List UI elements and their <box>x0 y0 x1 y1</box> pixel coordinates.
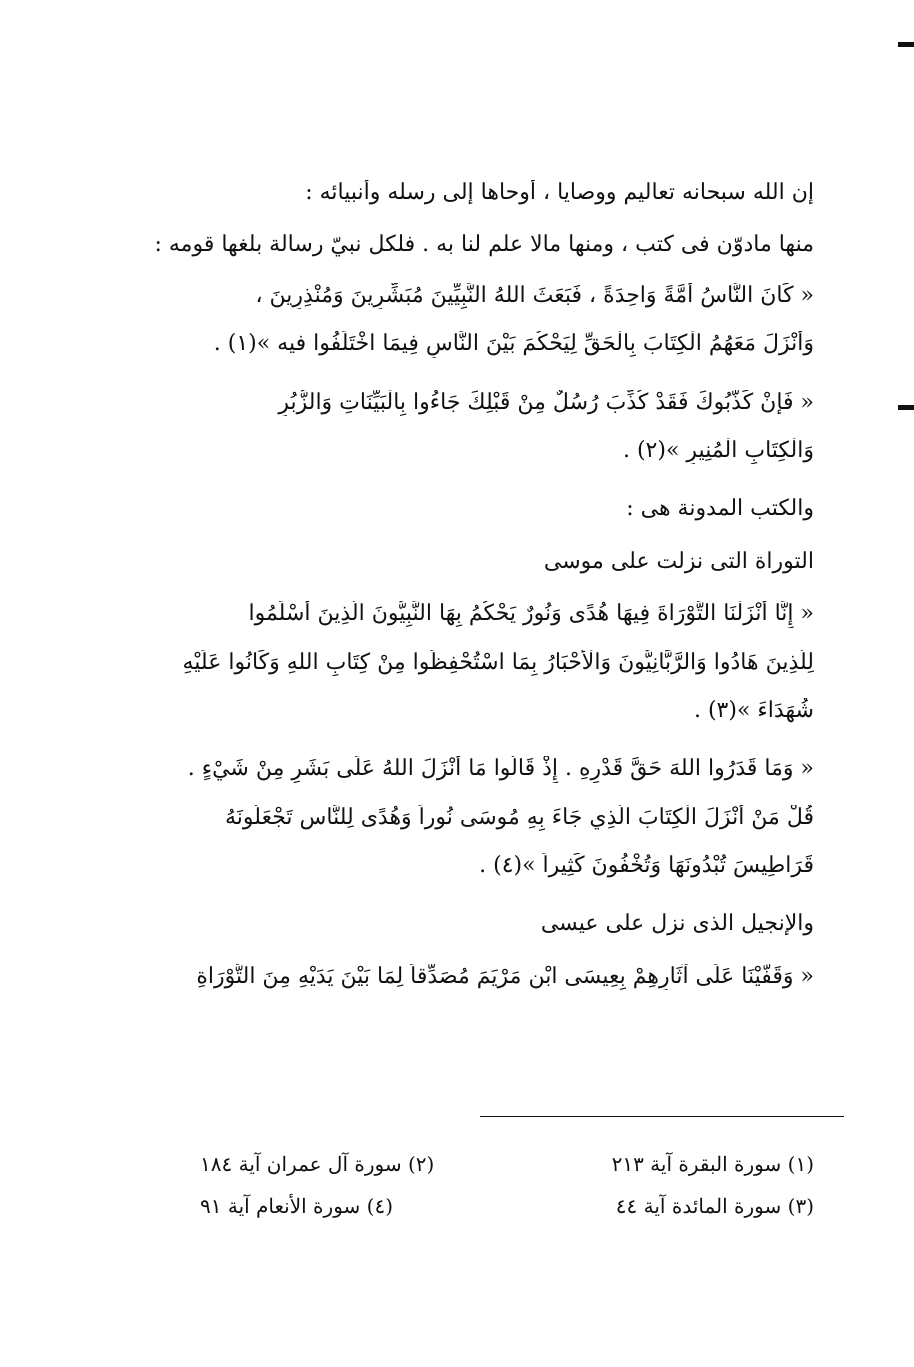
footnote-2: (٢) سورة آل عمران آية ١٨٤ <box>200 1152 435 1176</box>
verse-3-line-2: لِلَّذِينَ هَادُوا وَالرَّبَّانِيُّونَ وَالْأَحْبَارُ بِمَا اسْتُحْفِظُوا مِنْ كِتَابِ اللهِ وَكَانُوا عَلَيْهِ <box>182 649 814 675</box>
main-text <box>150 180 814 1012</box>
verse-1 <box>150 283 814 358</box>
paragraph-1: منها مادوّن فى كتب ، ومنها مالا علم لنا به . فلكل نبيّ رسالة بلغها قومه : <box>154 232 814 258</box>
verse-4 <box>150 756 814 879</box>
verse-3-line-1: « إِنَّا أَنْزَلْنَا التَّوْرَاةَ فِيهَا هُدًى وَنُورٌ يَحْكُمُ بِهَا النَّبِيُّونَ الَّذِينَ أَسْلَمُوا <box>248 601 814 627</box>
verse-1-line-2: وَأَنْزَلَ مَعَهُمُ الْكِتَابَ بِالْحَقِّ لِيَحْكُمَ بَيْنَ النَّاسِ فِيمَا اخْتَلَفُوا فيه »(١) . <box>213 331 814 357</box>
verse-4-line-2: قُلْ مَنْ أَنْزَلَ الْكِتَابَ الَّذِي جَاءَ بِهِ مُوسَى نُوراً وَهُدًى لِلنَّاسِ تَجْعَلُونَهُ <box>225 804 814 830</box>
verse-5 <box>150 964 814 990</box>
torah-heading: التوراة التى نزلت على موسى <box>543 548 814 574</box>
verse-5-line-1: « وَقَفَّيْنَا عَلَى آثَارِهِمْ بِعِيسَى ابْنِ مَرْيَمَ مُصَدِّقاً لِمَا بَيْنَ يَدَيْهِ مِنَ التَّوْرَاةِ <box>196 963 814 989</box>
edge-mark-top <box>898 42 914 47</box>
verse-3-line-3: شُهَدَاءَ »(٣) . <box>693 697 814 723</box>
footnote-row-2 <box>200 1194 814 1218</box>
verse-2-line-1: « فَإِنْ كَذَّبُوكَ فَقَدْ كُذِّبَ رُسُلٌ مِنْ قَبْلِكَ جَاءُوا بِالْبَيِّنَاتِ وَالزُّبُرِ <box>278 389 814 415</box>
footnote-4: (٤) سورة الأنعام آية ٩١ <box>200 1194 394 1218</box>
verse-1-line-1: « كَانَ النَّاسُ أُمَّةً وَاحِدَةً ، فَبَعَثَ اللهُ النَّبِيِّينَ مُبَشِّرِينَ وَمُنْذِرِينَ ، <box>255 282 814 308</box>
injil-heading: والإنجيل الذى نزل على عيسى <box>540 911 814 937</box>
books-heading: والكتب المدونة هى : <box>626 496 814 522</box>
footnote-row-1 <box>200 1152 814 1176</box>
verse-2 <box>150 390 814 465</box>
verse-2-line-2: وَالْكِتَابِ الْمُنِيرِ »(٢) . <box>622 437 814 463</box>
footnotes <box>200 1152 814 1236</box>
intro-line: إن الله سبحانه تعاليم ووصايا ، أوحاها إلى رسله وأنبيائه : <box>305 180 814 205</box>
verse-4-line-3: قَرَاطِيسَ تُبْدُونَهَا وَتُخْفُونَ كَثِيراً »(٤) . <box>479 853 814 879</box>
footnote-3: (٣) سورة المائدة آية ٤٤ <box>615 1194 814 1218</box>
edge-mark-middle <box>898 405 914 410</box>
verse-4-line-1: « وَمَا قَدَرُوا اللهَ حَقَّ قَدْرِهِ . إِذْ قَالُوا مَا أَنْزَلَ اللهُ عَلَى بَشَرٍ مِنْ شَيْءٍ . <box>187 756 814 782</box>
verse-3 <box>150 601 814 724</box>
footnote-1: (١) سورة البقرة آية ٢١٣ <box>611 1152 814 1176</box>
footnote-divider <box>480 1116 844 1117</box>
